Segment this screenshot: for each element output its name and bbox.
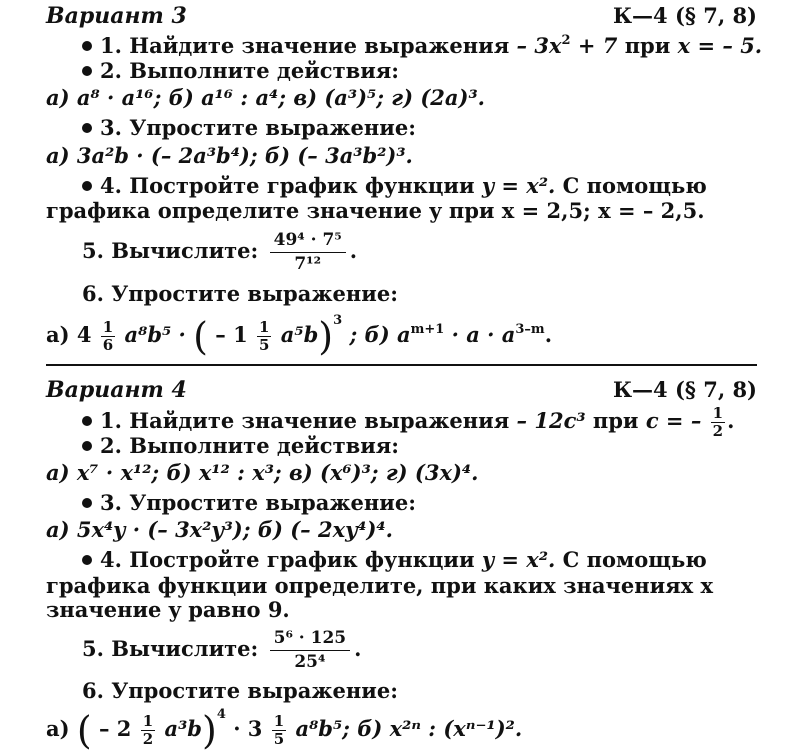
v4-task-1: 1. Найдите значение выражения – 12c³ при c = – $\frac{1}{2}$ . [0, 406, 807, 439]
v3-task-3: 3. Упростите выражение: [0, 114, 807, 142]
v4-task-5: 5. Вычислите: $\frac{\text{5⁶ · 125}}{\text{25⁴}}$ . [82, 628, 362, 672]
v3-task-5-fraction: $\frac{\text{49⁴ · 7⁵}}{\text{7¹²}}$ [270, 232, 346, 273]
v3-task-6-items: а) 4 $\frac{1}{6}$ a⁸b⁵ · ( – 1 $\frac{1}{5}$ a⁵b)$^3$ ; б) $a^{m+1} \cdot a \cdot a^{3-m}$. [46, 313, 552, 359]
variant-3-title: Вариант 3 [46, 3, 187, 29]
v3-task-6: 6. Упростите выражение: [82, 281, 398, 306]
bullet-icon [82, 555, 92, 565]
bullet-icon [82, 66, 92, 76]
v4-task-3: 3. Упростите выражение: [0, 489, 807, 517]
v4-task-2-items: а) x⁷ · x¹²; б) x¹² : x³; в) (x⁶)³; г) (3x)⁴. [46, 460, 479, 485]
v4-task-4: 4. Постройте график функции y = x². С помощью [0, 546, 807, 574]
v4-task-2: 2. Выполните действия: [0, 432, 807, 460]
variant-4-header [46, 376, 757, 404]
variant-3-ref: К—4 (§ 7, 8) [612, 3, 757, 28]
variant-4-ref: К—4 (§ 7, 8) [612, 377, 757, 402]
variant-4-title: Вариант 4 [46, 377, 187, 403]
bullet-icon [82, 181, 92, 191]
bullet-icon [82, 416, 92, 426]
bullet-icon [82, 123, 92, 133]
bullet-icon [82, 41, 92, 51]
bullet-icon [82, 441, 92, 451]
v3-task-3-items: а) 3a²b · (– 2a³b⁴); б) (– 3a³b²)³. [46, 143, 413, 168]
v4-task-5-fraction: $\frac{\text{5⁶ · 125}}{\text{25⁴}}$ [270, 630, 351, 671]
v4-task-4-line2: графика функции определите, при каких значениях x [46, 573, 714, 598]
variant-3-header [46, 2, 757, 30]
v3-task-5: 5. Вычислите: $\frac{\text{49⁴ · 7⁵}}{\text{7¹²}}$ . [82, 230, 358, 274]
section-divider [46, 364, 757, 366]
v4-task-3-items: а) 5x⁴y · (– 3x²y³); б) (– 2xy⁴)⁴. [46, 517, 393, 542]
v3-task-2: 2. Выполните действия: [0, 57, 807, 85]
v4-task-4-line3: значение y равно 9. [46, 597, 290, 622]
v3-task-4: 4. Постройте график функции y = x². С помощью [0, 172, 807, 200]
v4-task-6-items: а) ( – 2 $\frac{1}{2}$ a³b)$^4$ · 3 $\frac{1}{5}$ a⁸b⁵; б) x²ⁿ : (xⁿ⁻¹)². [46, 707, 523, 753]
bullet-icon [82, 498, 92, 508]
v3-task-4-line2: графика определите значение y при x = 2,5; x = – 2,5. [46, 198, 705, 223]
v3-task-1: 1. Найдите значение выражения – $3x^2 + 7$ при x = – 5. [0, 32, 807, 60]
v4-task-6: 6. Упростите выражение: [82, 678, 398, 703]
v3-task-2-items: а) a⁸ · a¹⁶; б) a¹⁶ : a⁴; в) (a³)⁵; г) (2a)³. [46, 85, 485, 110]
